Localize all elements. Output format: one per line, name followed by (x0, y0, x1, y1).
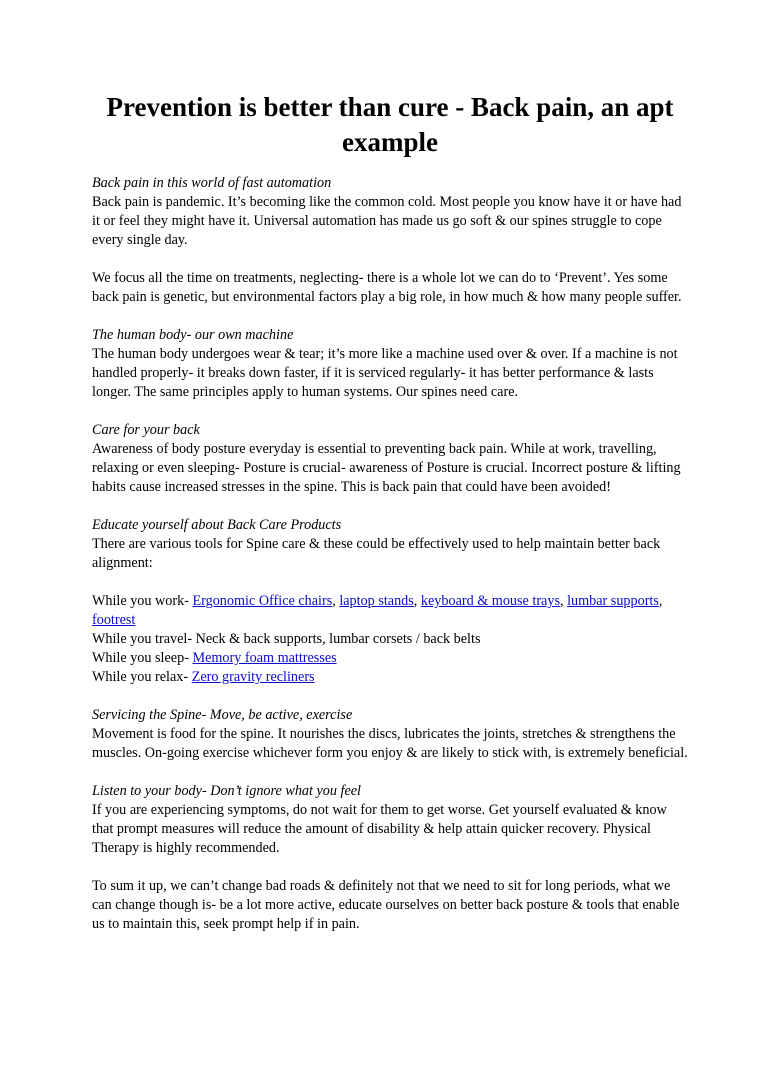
section-prevent (92, 269, 688, 307)
product-list (92, 592, 688, 687)
section-heading: Educate yourself about Back Care Products (92, 517, 342, 533)
separator: , (413, 593, 421, 609)
section-body: Awareness of body posture everyday is essential to preventing back pain. While at work, travelling, relaxing or even sleeping- Posture is crucial- awareness of Posture is crucial. Incorrect posture & lifting habits cause increased stresses in the spine. This is back pain that could have been avoided! (92, 441, 681, 495)
link-zero-gravity[interactable]: Zero gravity recliners (191, 669, 315, 685)
section-products (92, 516, 688, 573)
section-body: To sum it up, we can’t change bad roads & definitely not that we need to sit for long periods, what we can change though is- be a lot more active, educate ourselves on better back posture & tools that enable us to maintain this, seek prompt help if in pain. (92, 878, 680, 932)
section-care (92, 421, 688, 497)
list-prefix: While you relax- (92, 669, 192, 685)
link-ergonomic-chairs[interactable]: Ergonomic Office chairs (192, 593, 333, 609)
link-memory-foam[interactable]: Memory foam mattresses (192, 650, 337, 666)
list-item-relax (92, 668, 688, 687)
list-prefix: While you sleep- (92, 650, 193, 666)
section-heading: The human body- our own machine (92, 327, 294, 343)
section-body: The human body undergoes wear & tear; it’s more like a machine used over & over. If a machine is not handled properly- it breaks down faster, if it is serviced regularly- it has better performance & lasts longer. The same principles apply to human systems. Our spines need care. (92, 346, 678, 400)
section-heading: Listen to your body- Don’t ignore what you feel (92, 783, 361, 799)
document-title: Prevention is better than cure - Back pain, an apt example (106, 92, 674, 157)
separator: , (658, 593, 663, 609)
link-keyboard-trays[interactable]: keyboard & mouse trays (420, 593, 560, 609)
list-prefix: While you work- (92, 593, 193, 609)
separator: , (559, 593, 568, 609)
section-body: If you are experiencing symptoms, do not wait for them to get worse. Get yourself evaluated & know that prompt measures will reduce the amount of disability & help attain quicker recovery. Physical Therapy is highly recommended. (92, 802, 667, 856)
section-heading: Servicing the Spine- Move, be active, exercise (92, 707, 353, 723)
section-summary (92, 877, 688, 934)
section-human-body (92, 326, 688, 402)
section-servicing (92, 706, 688, 763)
list-item-travel: While you travel- Neck & back supports, lumbar corsets / back belts (92, 631, 481, 647)
list-item-work (92, 592, 688, 630)
section-heading: Care for your back (92, 422, 200, 438)
section-body: Back pain is pandemic. It’s becoming like the common cold. Most people you know have it or have had it or feel they might have it. Universal automation has made us go soft & our spines struggle to cope every single day. (92, 194, 682, 248)
list-item-sleep (92, 649, 688, 668)
section-automation (92, 174, 688, 250)
separator: , (332, 593, 340, 609)
section-body: Movement is food for the spine. It nourishes the discs, lubricates the joints, stretches & strengthens the muscles. On-going exercise whichever form you enjoy & are likely to stick with, is extremely beneficial. (92, 726, 688, 761)
section-listen (92, 782, 688, 858)
section-body: There are various tools for Spine care & these could be effectively used to help maintain better back alignment: (92, 536, 661, 571)
link-laptop-stands[interactable]: laptop stands (339, 593, 414, 609)
link-lumbar-supports[interactable]: lumbar supports (567, 593, 659, 609)
link-footrest[interactable]: footrest (92, 612, 136, 628)
section-body: We focus all the time on treatments, neglecting- there is a whole lot we can do to ‘Prevent’. Yes some back pain is genetic, but environmental factors play a big role, in how much & how many people suffer. (92, 270, 682, 305)
section-heading: Back pain in this world of fast automation (92, 175, 332, 191)
